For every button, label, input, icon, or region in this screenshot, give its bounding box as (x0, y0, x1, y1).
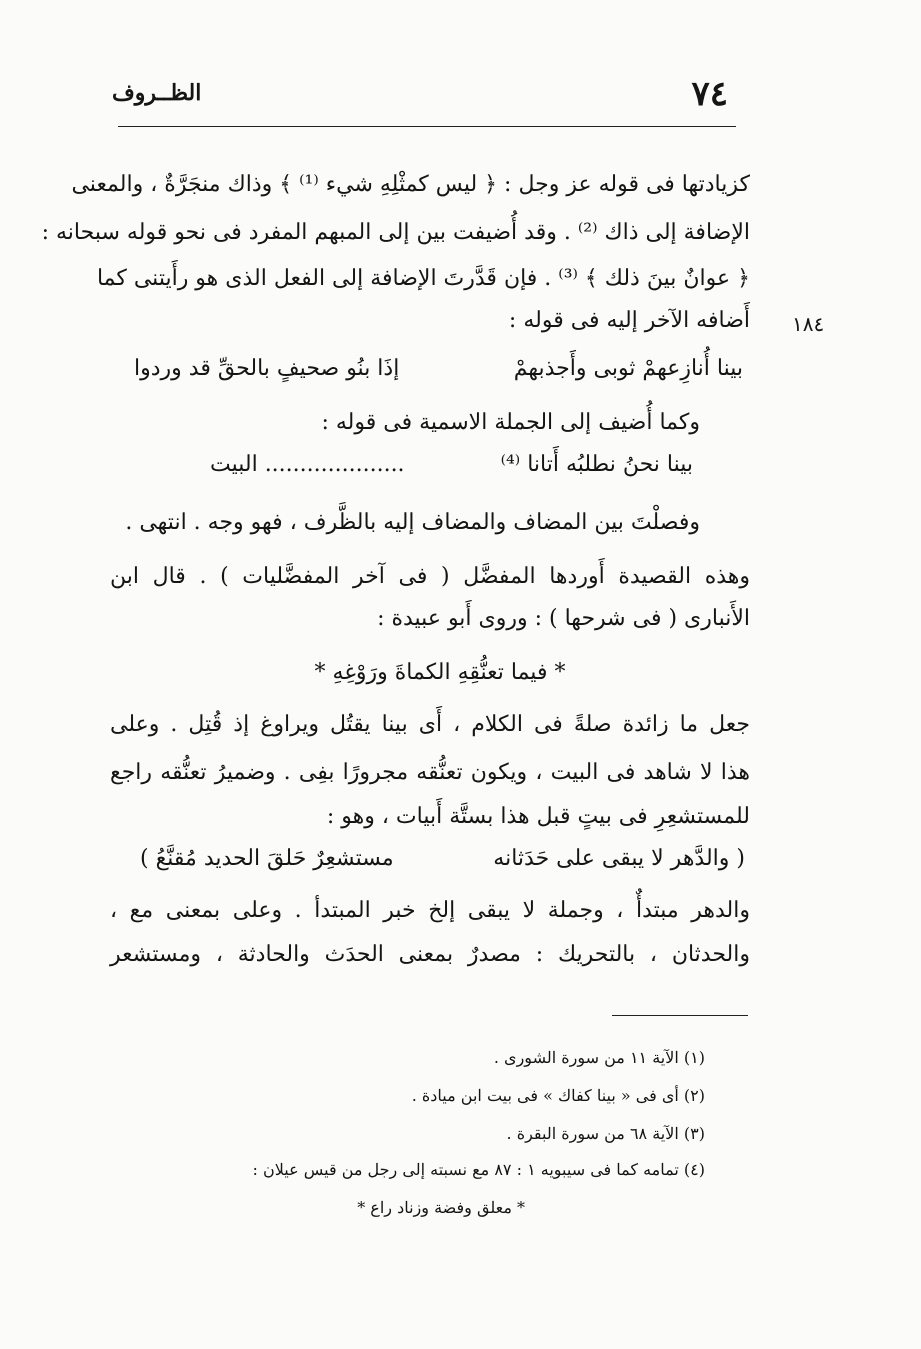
text-line: وكما أُضيف إلى الجملة الاسمية فى قوله : (321, 410, 700, 435)
text-line: ﴿ عوانٌ بينَ ذلك ﴾ ⁽³⁾ . فإن قَدَّرتَ الإضافة إلى الفعل الذى هو رأَيتنى كما (96, 266, 750, 291)
verse-hemistich: بينا أُنازِعهمْ ثوبى وأَجذبهمْ (513, 356, 743, 381)
verse-hemistich: بينا نحنُ نطلبُه أَتانا ⁽⁴⁾ (500, 452, 693, 477)
footnote: (٤) تمامه كما فى سيبويه ١ : ٨٧ مع نسبته إلى رجل من قيس عيلان : (252, 1160, 705, 1179)
running-head: الظــروف (112, 80, 202, 106)
header-rule (118, 126, 736, 127)
text-line: أَضافه الآخر إليه فى قوله : (508, 308, 750, 333)
verse-line: * فيما تعنُّقِهِ الكماةَ ورَوْغِهِ * (314, 660, 566, 685)
footnote-verse: * معلق وفضة وزناد راع * (357, 1198, 525, 1217)
page-number: ٧٤ (691, 74, 728, 114)
text-line: الإضافة إلى ذاك ⁽²⁾ . وقد أُضيفت بين إلى المبهم المفرد فى نحو قوله سبحانه : (41, 220, 750, 245)
text-line: والحدثان ، بالتحريك : مصدرٌ بمعنى الحدَث والحادثة ، ومستشعر (110, 942, 750, 967)
text-line: للمستشعِرِ فى بيتٍ قبل هذا بستَّة أَبيات ، وهو : (326, 804, 750, 829)
text-line: جعل ما زائدة صلةً فى الكلام ، أَى بينا يقتُل ويراوغ إذ قُتِل . وعلى (110, 712, 750, 737)
verse-hemistich: إذَا بنُو صحيفٍ بالحقِّ قد وردوا (134, 356, 400, 381)
footnote: (٣) الآية ٦٨ من سورة البقرة . (506, 1124, 705, 1143)
verse-hemistich: ( والدَّهر لا يبقى على حَدَثانه (493, 846, 745, 871)
footnote: (٢) أى فى « بينا كفاك » فى بيت ابن ميادة . (411, 1086, 705, 1105)
verse-hemistich: .................... البيت (210, 452, 405, 477)
text-line: وهذه القصيدة أَوردها المفضَّل ( فى آخر المفضَّليات ) . قال ابن (110, 564, 750, 589)
text-line: الأَنبارى ( فى شرحها ) : وروى أَبو عبيدة : (377, 606, 750, 631)
verse-hemistich: مستشعِرٌ حَلقَ الحديد مُقنَّعُ ) (140, 846, 394, 871)
text-line: هذا لا شاهد فى البيت ، ويكون تعنُّقه مجرورًا بفِى . وضميرُ تعنُّقه راجع (110, 760, 750, 785)
text-line: كزيادتها فى قوله عز وجل : ﴿ ليس كمثْلِهِ شيء ⁽¹⁾ ﴾ وذاك منجَرَّةٌ ، والمعنى (71, 172, 750, 197)
footnote: (١) الآية ١١ من سورة الشورى . (493, 1048, 705, 1067)
footnote-rule (612, 1015, 748, 1016)
text-line: والدهر مبتدأٌ ، وجملة لا يبقى إلخ خبر المبتدأ . وعلى بمعنى مع ، (110, 898, 750, 923)
margin-number: ١٨٤ (792, 312, 825, 336)
text-line: وفصلْتَ بين المضاف والمضاف إليه بالظَّرف ، فهو وجه . انتهى . (125, 510, 700, 535)
